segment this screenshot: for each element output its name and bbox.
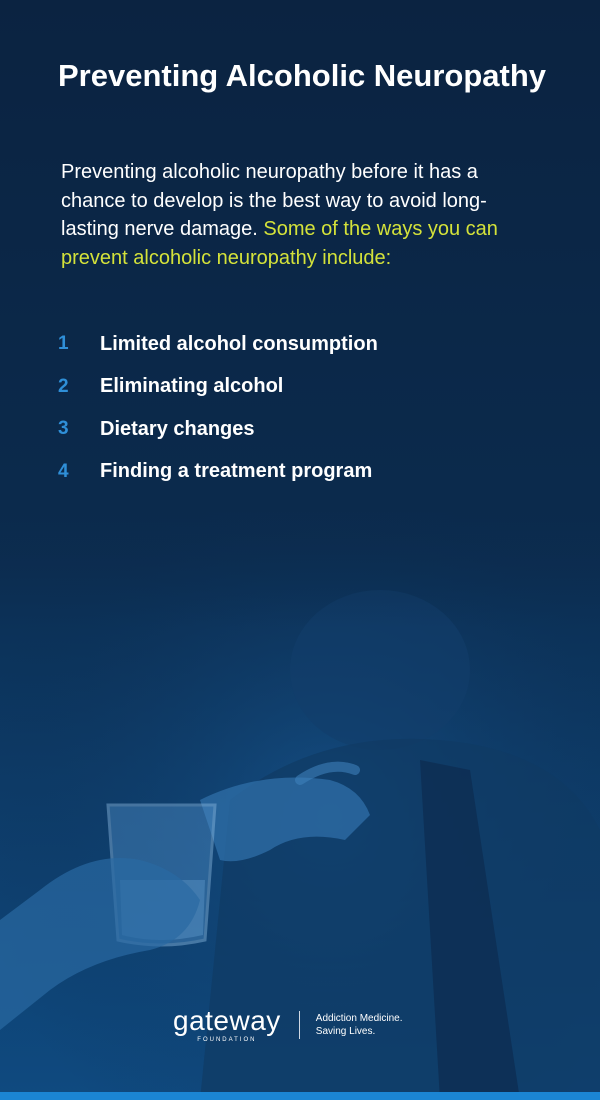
list-label: Limited alcohol consumption bbox=[100, 332, 378, 355]
list-item bbox=[58, 408, 558, 451]
gateway-logo bbox=[173, 1007, 281, 1043]
list-label: Finding a treatment program bbox=[100, 460, 373, 483]
list-label: Dietary changes bbox=[100, 417, 255, 440]
tagline-line-2: Saving Lives. bbox=[315, 1026, 376, 1037]
list-number: 3 bbox=[58, 418, 69, 440]
intro-paragraph bbox=[61, 158, 531, 272]
prevention-list bbox=[58, 323, 558, 493]
list-item bbox=[58, 323, 558, 366]
list-item bbox=[58, 366, 558, 409]
list-number: 2 bbox=[58, 375, 69, 397]
list-number: 4 bbox=[58, 460, 69, 482]
list-number: 1 bbox=[58, 333, 69, 355]
logo-wordmark: gateway bbox=[173, 1005, 281, 1036]
list-item bbox=[58, 451, 558, 494]
footer-divider bbox=[299, 1011, 300, 1039]
tagline bbox=[316, 1012, 403, 1038]
logo-subtitle: FOUNDATION bbox=[197, 1037, 257, 1043]
page-title: Preventing Alcoholic Neuropathy bbox=[58, 58, 547, 93]
footer-branding bbox=[173, 1005, 403, 1045]
intro-highlight: Some of the ways you can prevent alcoholic neuropathy include: bbox=[61, 218, 498, 269]
intro-text: Preventing alcoholic neuropathy before it has a chance to develop is the best way to avoid long-lasting nerve damage. bbox=[61, 161, 487, 240]
list-label: Eliminating alcohol bbox=[100, 375, 284, 398]
bottom-accent-bar bbox=[0, 1092, 600, 1100]
tagline-line-1: Addiction Medicine. bbox=[315, 1013, 403, 1024]
